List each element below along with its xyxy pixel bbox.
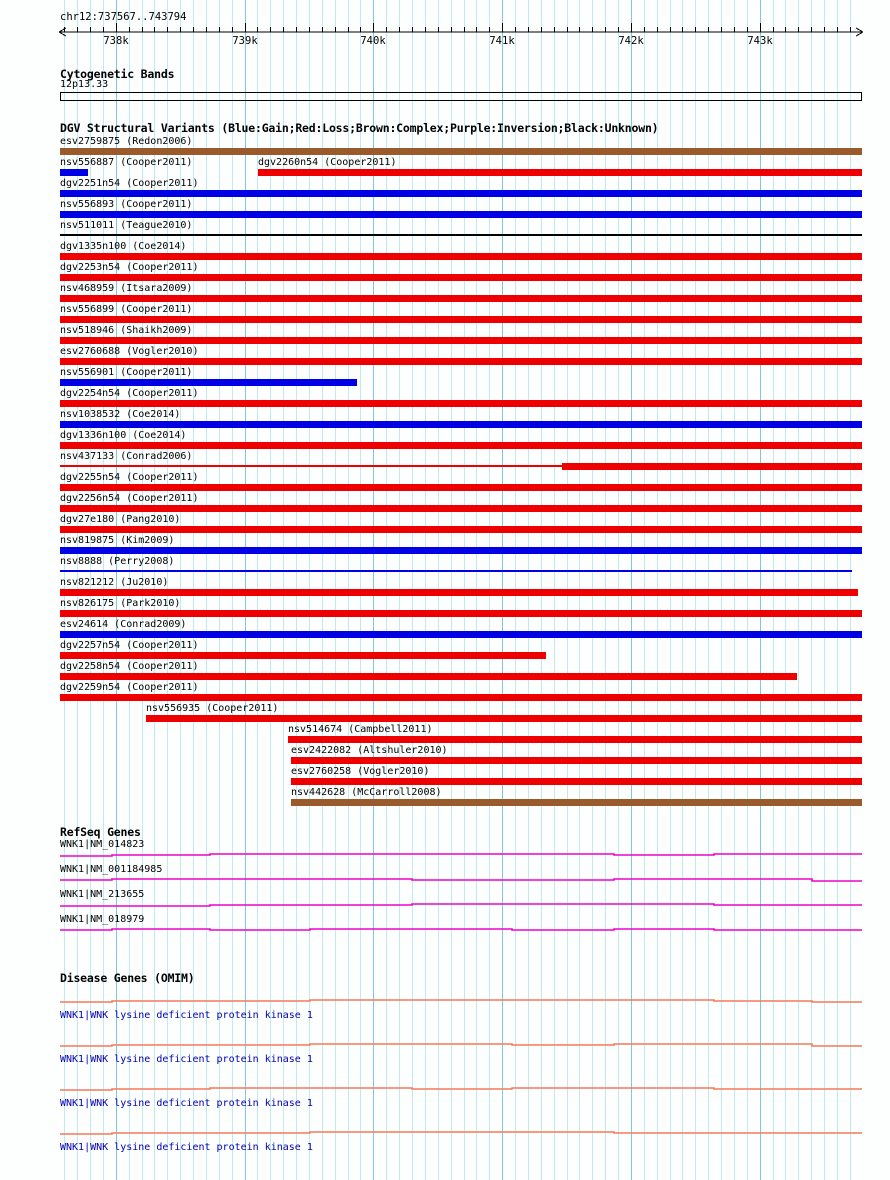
- variant-label[interactable]: esv2760688 (Vogler2010): [60, 346, 199, 357]
- variant-label[interactable]: dgv2256n54 (Cooper2011): [60, 493, 199, 504]
- transcript-label[interactable]: WNK1|NM_018979: [60, 914, 145, 925]
- variant-label[interactable]: nsv556901 (Cooper2011): [60, 367, 193, 378]
- variant-label[interactable]: dgv2251n54 (Cooper2011): [60, 178, 199, 189]
- variant-bar[interactable]: [60, 421, 862, 428]
- ruler-tick-label: 742k: [618, 35, 644, 47]
- variant-bar[interactable]: [60, 589, 858, 596]
- ruler-tick-label: 743k: [747, 35, 773, 47]
- variant-bar[interactable]: [60, 484, 862, 491]
- variant-label[interactable]: esv24614 (Conrad2009): [60, 619, 187, 630]
- variant-bar[interactable]: [60, 442, 862, 449]
- variant-label[interactable]: nsv821212 (Ju2010): [60, 577, 169, 588]
- dgv-heading: DGV Structural Variants (Blue:Gain;Red:Loss;Brown:Complex;Purple:Inversion;Black:Unknown): [60, 121, 659, 135]
- transcript-line[interactable]: [0, 926, 890, 934]
- variant-label[interactable]: nsv819875 (Kim2009): [60, 535, 175, 546]
- ruler-tick-label: 740k: [360, 35, 386, 47]
- ruler-tick-label: 739k: [232, 35, 258, 47]
- transcript-line[interactable]: [0, 901, 890, 909]
- variant-bar[interactable]: [60, 316, 862, 323]
- region-title: chr12:737567..743794: [60, 11, 187, 23]
- variant-bar[interactable]: [60, 547, 862, 554]
- variant-label[interactable]: dgv1335n100 (Coe2014): [60, 241, 187, 252]
- variant-label[interactable]: esv2422082 (Altshuler2010): [291, 745, 448, 756]
- transcript-label[interactable]: WNK1|NM_014823: [60, 839, 145, 850]
- variant-bar[interactable]: [562, 463, 862, 470]
- variant-label[interactable]: nsv442628 (McCarroll2008): [291, 787, 442, 798]
- omim-gene-label[interactable]: WNK1|WNK lysine deficient protein kinase 1: [60, 1010, 313, 1021]
- transcript-line[interactable]: [0, 876, 890, 884]
- variant-label[interactable]: nsv437133 (Conrad2006): [60, 451, 193, 462]
- variant-label[interactable]: nsv556887 (Cooper2011): [60, 157, 193, 168]
- ruler-tick-label: 741k: [489, 35, 515, 47]
- variant-bar[interactable]: [60, 211, 862, 218]
- cytogenetic-heading: Cytogenetic Bands: [60, 67, 175, 81]
- cytoband-label[interactable]: 12p13.33: [60, 79, 109, 90]
- variant-label[interactable]: dgv2260n54 (Cooper2011): [258, 157, 397, 168]
- transcript-label[interactable]: WNK1|NM_213655: [60, 889, 145, 900]
- variant-bar[interactable]: [291, 757, 862, 764]
- variant-label[interactable]: esv2759875 (Redon2006): [60, 136, 193, 147]
- variant-bar[interactable]: [60, 652, 546, 659]
- omim-gene-line[interactable]: [0, 1129, 890, 1137]
- variant-bar[interactable]: [258, 169, 862, 176]
- variant-label[interactable]: nsv514674 (Campbell2011): [288, 724, 433, 735]
- variant-bar[interactable]: [291, 778, 862, 785]
- variant-label[interactable]: dgv2259n54 (Cooper2011): [60, 682, 199, 693]
- variant-bar[interactable]: [60, 190, 862, 197]
- variant-bar[interactable]: [60, 234, 862, 236]
- omim-gene-line[interactable]: [0, 997, 890, 1005]
- omim-gene-label[interactable]: WNK1|WNK lysine deficient protein kinase 1: [60, 1054, 313, 1065]
- variant-bar[interactable]: [60, 253, 862, 260]
- variant-bar[interactable]: [60, 526, 862, 533]
- variant-label[interactable]: nsv826175 (Park2010): [60, 598, 181, 609]
- variant-label[interactable]: dgv2258n54 (Cooper2011): [60, 661, 199, 672]
- variant-bar[interactable]: [60, 169, 88, 176]
- variant-bar[interactable]: [60, 694, 862, 701]
- omim-heading: Disease Genes (OMIM): [60, 971, 195, 985]
- variant-label[interactable]: nsv8888 (Perry2008): [60, 556, 175, 567]
- variant-bar[interactable]: [60, 570, 852, 572]
- transcript-label[interactable]: WNK1|NM_001184985: [60, 864, 163, 875]
- variant-label[interactable]: dgv2255n54 (Cooper2011): [60, 472, 199, 483]
- variant-bar[interactable]: [60, 379, 357, 386]
- variant-bar[interactable]: [60, 505, 862, 512]
- refseq-heading: RefSeq Genes: [60, 825, 141, 839]
- omim-gene-line[interactable]: [0, 1085, 890, 1093]
- variant-label[interactable]: nsv556899 (Cooper2011): [60, 304, 193, 315]
- variant-label[interactable]: dgv27e180 (Pang2010): [60, 514, 181, 525]
- variant-bar[interactable]: [60, 337, 862, 344]
- variant-bar[interactable]: [60, 274, 862, 281]
- ruler-tick-label: 738k: [103, 35, 129, 47]
- cytoband-rect[interactable]: [60, 92, 862, 101]
- variant-label[interactable]: nsv1038532 (Coe2014): [60, 409, 181, 420]
- variant-bar[interactable]: [60, 673, 797, 680]
- variant-bar[interactable]: [60, 358, 862, 365]
- variant-bar[interactable]: [288, 736, 862, 743]
- variant-label[interactable]: dgv1336n100 (Coe2014): [60, 430, 187, 441]
- variant-bar[interactable]: [291, 799, 862, 806]
- variant-label[interactable]: nsv556893 (Cooper2011): [60, 199, 193, 210]
- omim-gene-line[interactable]: [0, 1041, 890, 1049]
- variant-label[interactable]: nsv511011 (Teague2010): [60, 220, 193, 231]
- variant-bar[interactable]: [60, 148, 862, 155]
- variant-label[interactable]: esv2760258 (Vogler2010): [291, 766, 430, 777]
- variant-bar[interactable]: [60, 295, 862, 302]
- ruler-axis: [59, 23, 863, 36]
- variant-label[interactable]: nsv556935 (Cooper2011): [146, 703, 279, 714]
- variant-bar[interactable]: [60, 400, 862, 407]
- variant-label[interactable]: nsv468959 (Itsara2009): [60, 283, 193, 294]
- variant-bar[interactable]: [60, 610, 862, 617]
- variant-label[interactable]: dgv2253n54 (Cooper2011): [60, 262, 199, 273]
- transcript-line[interactable]: [0, 851, 890, 859]
- variant-label[interactable]: dgv2254n54 (Cooper2011): [60, 388, 199, 399]
- omim-gene-label[interactable]: WNK1|WNK lysine deficient protein kinase 1: [60, 1098, 313, 1109]
- variant-label[interactable]: nsv518946 (Shaikh2009): [60, 325, 193, 336]
- omim-gene-label[interactable]: WNK1|WNK lysine deficient protein kinase 1: [60, 1142, 313, 1153]
- variant-bar[interactable]: [60, 631, 862, 638]
- variant-bar[interactable]: [146, 715, 862, 722]
- variant-label[interactable]: dgv2257n54 (Cooper2011): [60, 640, 199, 651]
- variant-bar[interactable]: [60, 465, 562, 467]
